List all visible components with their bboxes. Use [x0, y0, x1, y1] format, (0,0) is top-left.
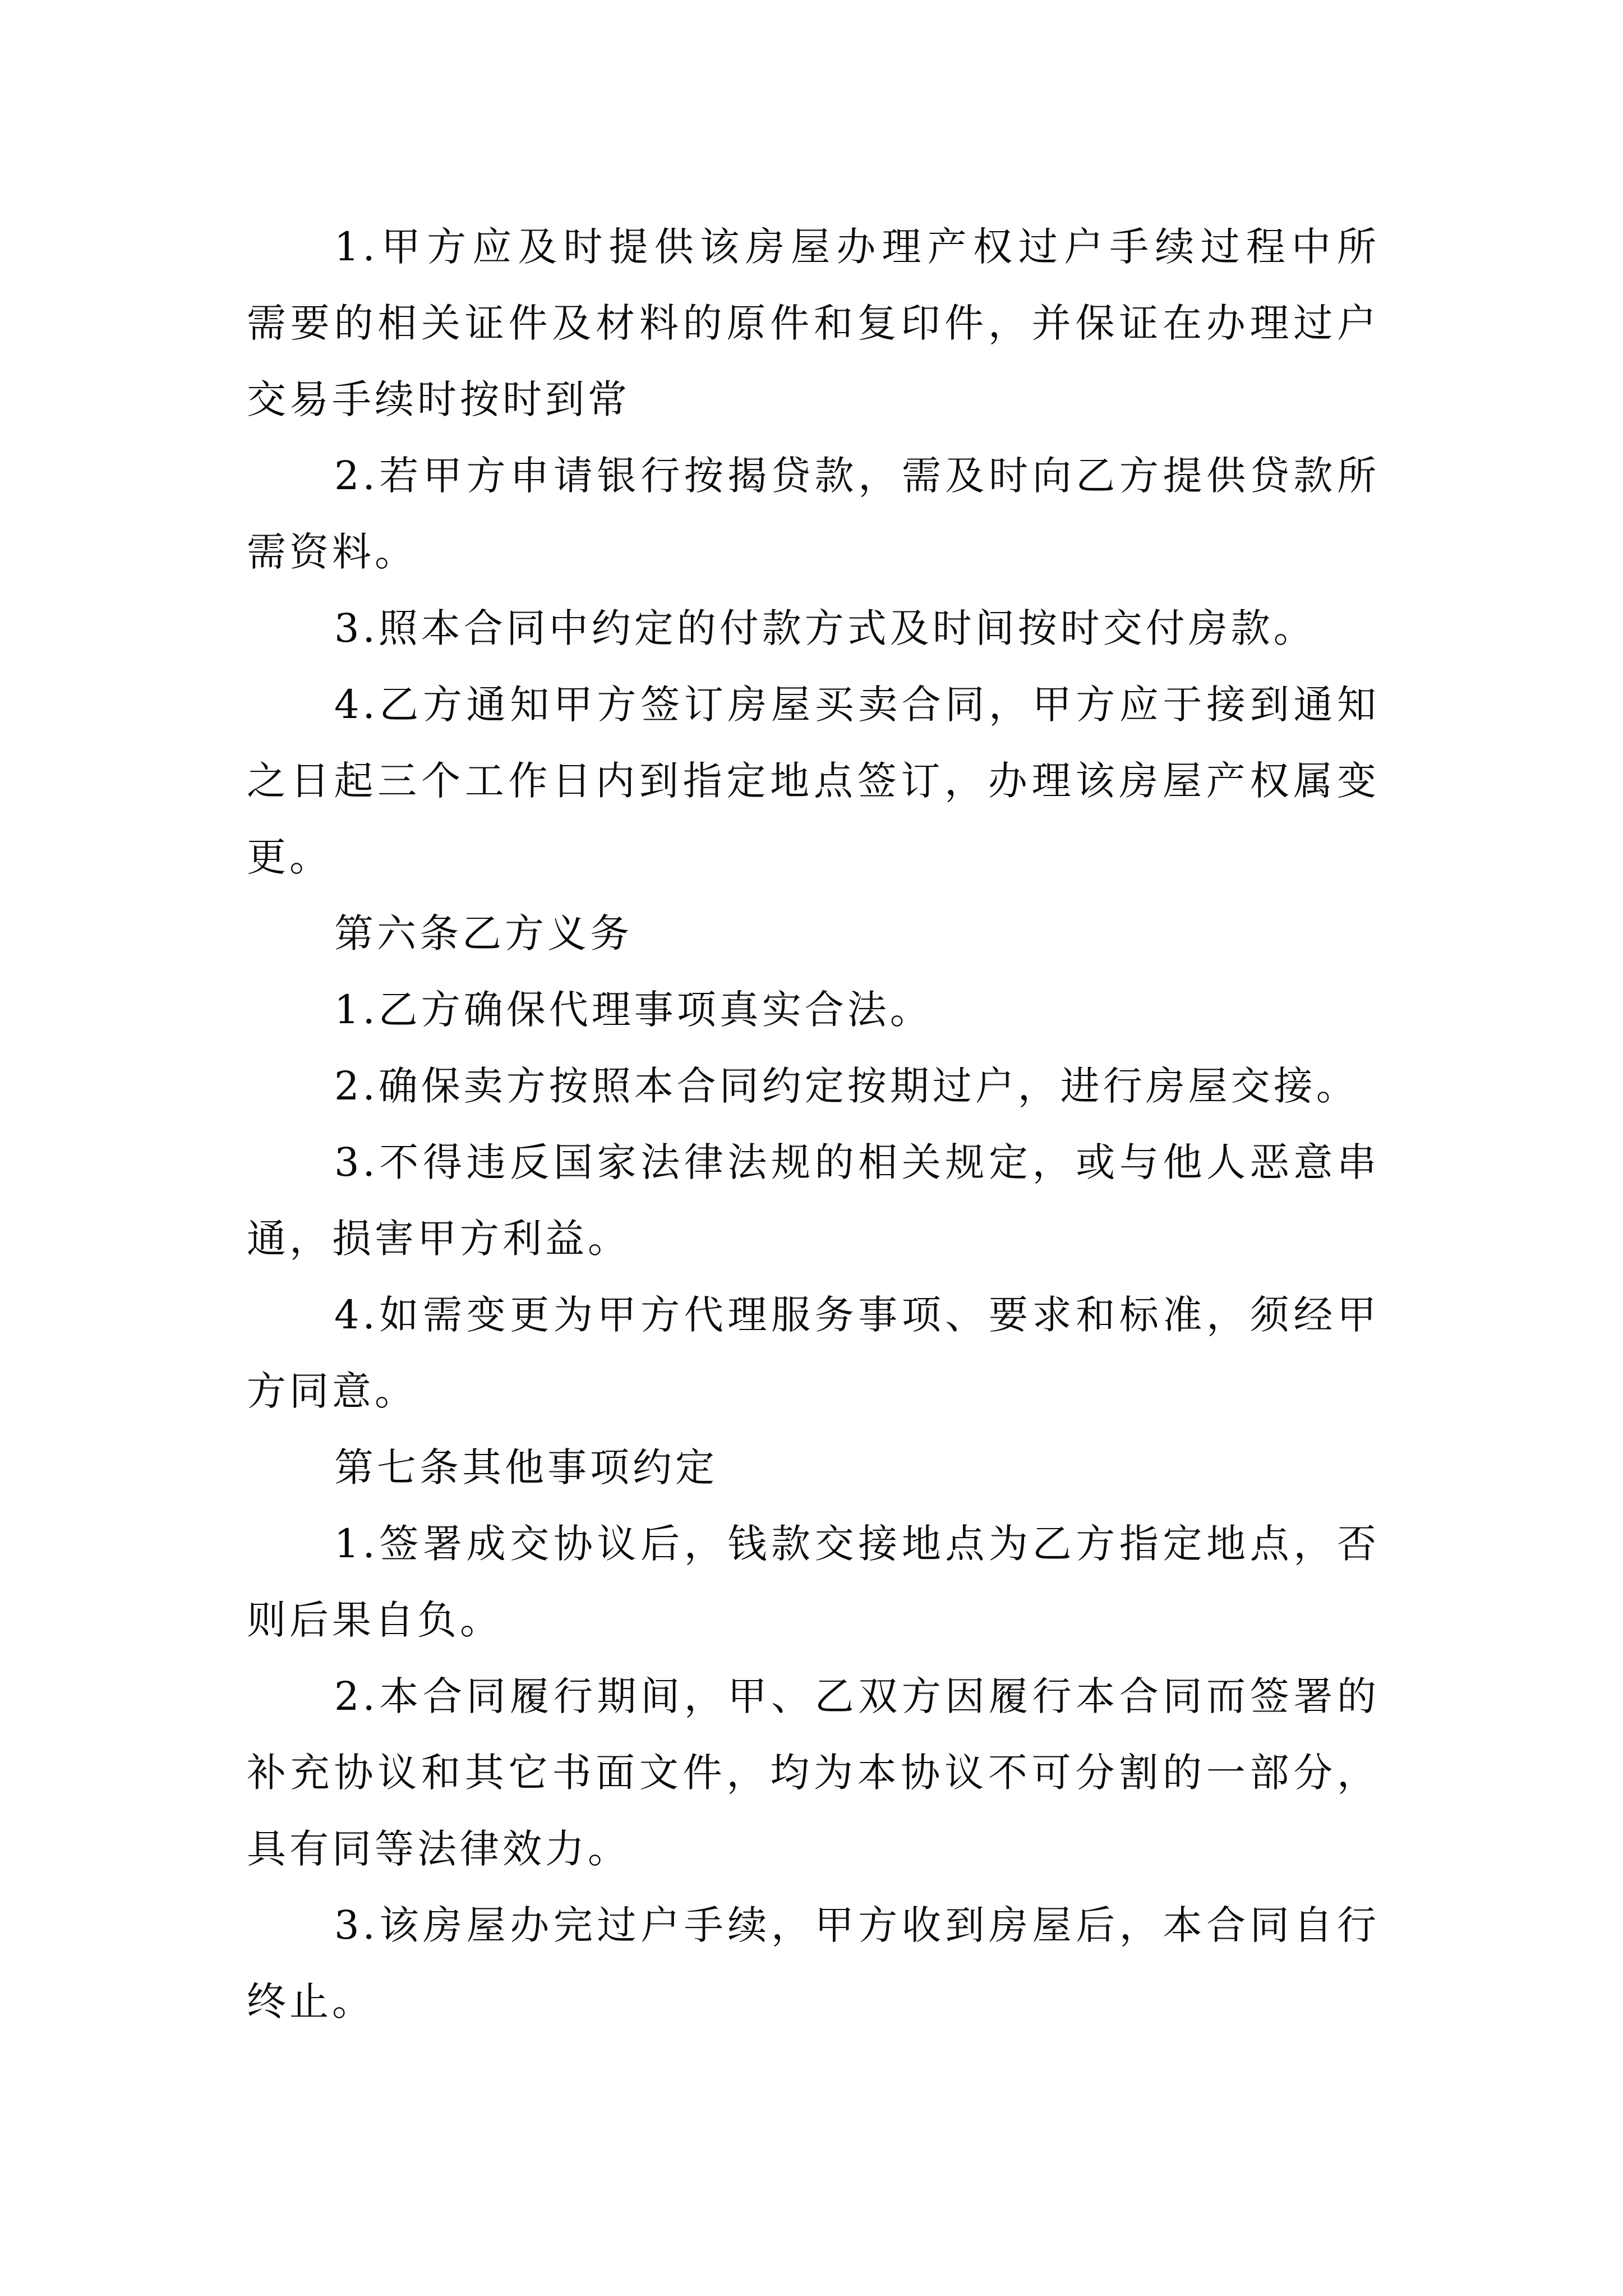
text-line: 之日起三个工作日内到指定地点签订，办理该房屋产权属变 — [247, 758, 1380, 804]
paragraph-agent-obligation-2 — [247, 1048, 1380, 1124]
paragraph-other-terms-2 — [247, 1658, 1380, 1887]
paragraph-agent-obligation-1 — [247, 972, 1380, 1048]
heading-line: 第六条乙方义务 — [334, 910, 633, 956]
paragraph-other-terms-1 — [247, 1506, 1380, 1658]
text-line: 2.若甲方申请银行按揭贷款，需及时向乙方提供贷款所 — [334, 453, 1380, 499]
text-line: 方同意。 — [247, 1368, 417, 1414]
text-line: 3.不得违反国家法律法规的相关规定，或与他人恶意串 — [334, 1139, 1380, 1185]
text-line: 3.该房屋办完过户手续，甲方收到房屋后，本合同自行 — [334, 1902, 1380, 1948]
text-line: 补充协议和其它书面文件，均为本协议不可分割的一部分， — [247, 1750, 1380, 1796]
text-line: 3.照本合同中约定的付款方式及时间按时交付房款。 — [334, 605, 1316, 651]
text-line: 4.如需变更为甲方代理服务事项、要求和标准，须经甲 — [334, 1292, 1380, 1338]
text-line: 2.确保卖方按照本合同约定按期过户，进行房屋交接。 — [334, 1063, 1359, 1109]
text-line: 通，损害甲方利益。 — [247, 1216, 630, 1262]
text-line: 交易手续时按时到常 — [247, 376, 630, 422]
text-line: 终止。 — [247, 1978, 375, 2024]
text-line: 具有同等法律效力。 — [247, 1826, 630, 1872]
text-line: 2.本合同履行期间，甲、乙双方因履行本合同而签署的 — [334, 1673, 1380, 1719]
text-line: 需资料。 — [247, 529, 417, 575]
paragraph-agent-obligation-3 — [247, 1124, 1380, 1277]
text-line: 1.甲方应及时提供该房屋办理产权过户手续过程中所 — [334, 224, 1380, 270]
text-line: 1.乙方确保代理事项真实合法。 — [334, 987, 933, 1033]
section-heading-article-6 — [247, 895, 1380, 972]
paragraph-seller-obligation-1 — [247, 209, 1380, 438]
section-heading-article-7 — [247, 1429, 1380, 1506]
heading-line: 第七条其他事项约定 — [334, 1444, 718, 1490]
paragraph-seller-obligation-4 — [247, 666, 1380, 895]
paragraph-other-terms-3 — [247, 1887, 1380, 2040]
text-line: 需要的相关证件及材料的原件和复印件，并保证在办理过户 — [247, 300, 1380, 346]
text-line: 更。 — [247, 834, 332, 880]
text-line: 1.签署成交协议后，钱款交接地点为乙方指定地点，否 — [334, 1521, 1380, 1567]
paragraph-agent-obligation-4 — [247, 1277, 1380, 1429]
document-body — [247, 209, 1380, 2040]
paragraph-seller-obligation-2 — [247, 438, 1380, 590]
text-line: 4.乙方通知甲方签订房屋买卖合同，甲方应于接到通知 — [334, 682, 1380, 728]
text-line: 则后果自负。 — [247, 1597, 502, 1643]
paragraph-seller-obligation-3 — [247, 590, 1380, 666]
